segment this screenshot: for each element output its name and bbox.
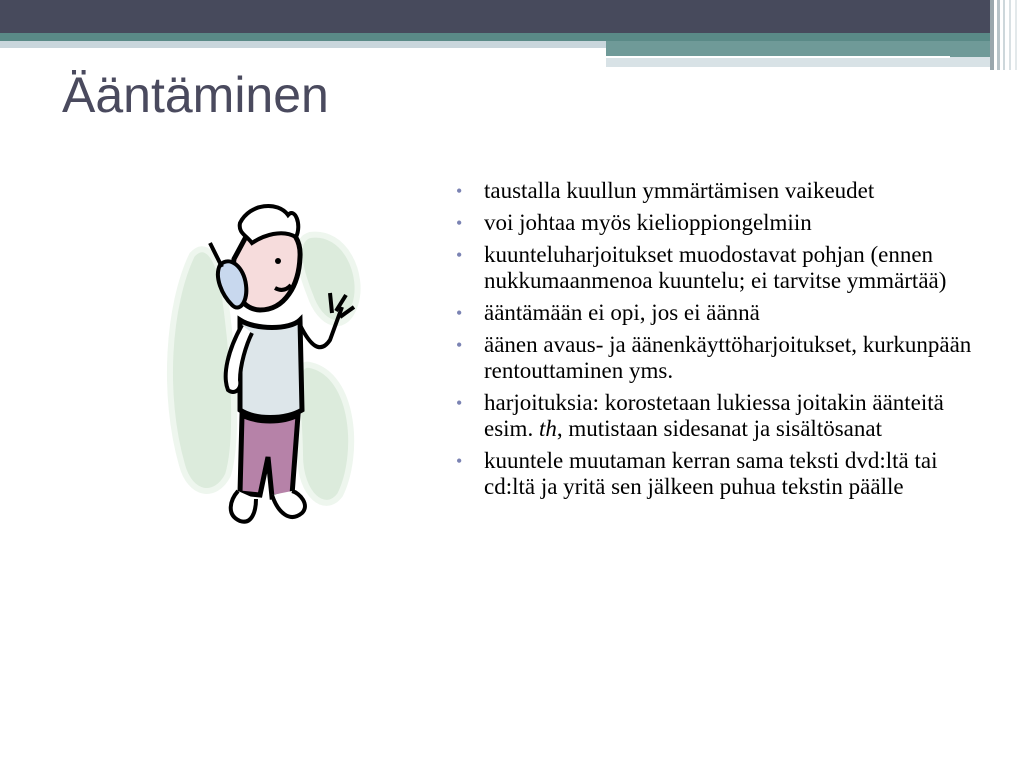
bullet-item	[454, 390, 994, 442]
header-stripe-5	[1015, 0, 1017, 70]
right-shoe	[272, 491, 305, 517]
header-stripe-4	[1009, 0, 1011, 70]
bullet-item	[454, 332, 994, 384]
bullet-text: kuuntele muutaman kerran sama teksti dvd:ltä tai cd:ltä ja yritä sen jälkeen puhua tekstin päälle	[484, 448, 938, 499]
bullet-dot-icon: •	[456, 451, 463, 471]
header-light-tab	[606, 57, 990, 67]
header-white-line	[606, 56, 950, 58]
bullet-text: voi johtaa myös kielioppiongelmiin	[484, 210, 812, 235]
header-stripe-1	[990, 0, 994, 70]
bullet-item	[454, 300, 994, 326]
bullet-item	[454, 448, 994, 500]
bullet-dot-icon: •	[456, 303, 463, 323]
person-on-phone-icon	[160, 195, 370, 530]
bullet-text: kuunteluharjoitukset muodostavat pohjan (ennen nukkumaanmenoa kuuntelu; ei tarvitse ymmärtää)	[484, 242, 947, 293]
bullet-text: , mutistaan sidesanat ja sisältösanat	[556, 416, 882, 441]
header-decoration	[0, 0, 1024, 70]
background-blob-lower-right	[298, 365, 352, 503]
bullet-item	[454, 178, 994, 204]
bullet-dot-icon: •	[456, 335, 463, 355]
bullet-text: äänen avaus- ja äänenkäyttöharjoitukset, kurkunpään rentouttaminen yms.	[484, 332, 972, 383]
bullet-dot-icon: •	[456, 213, 463, 233]
bullet-item	[454, 242, 994, 294]
header-stripe-2	[997, 0, 1000, 70]
header-stripe-3	[1003, 0, 1005, 70]
bullet-item	[454, 210, 994, 236]
header-teal-tab	[606, 41, 990, 57]
slide-title: Ääntäminen	[62, 67, 329, 123]
bullet-dot-icon: •	[456, 393, 463, 413]
pants	[240, 415, 298, 497]
header-dark-band	[0, 0, 990, 33]
bullet-dot-icon: •	[456, 245, 463, 265]
eye	[275, 258, 281, 264]
bullet-text: taustalla kuullun ymmärtämisen vaikeudet	[484, 178, 875, 203]
header-teal-band	[0, 33, 990, 41]
bullet-text-italic: th	[538, 416, 557, 441]
bullet-text: harjoituksia: korostetaan lukiessa joitakin äänteitä esim.	[484, 390, 944, 441]
bullet-list	[454, 178, 994, 506]
bullet-text: ääntämään ei opi, jos ei äännä	[484, 300, 760, 325]
bullet-dot-icon: •	[456, 181, 463, 201]
